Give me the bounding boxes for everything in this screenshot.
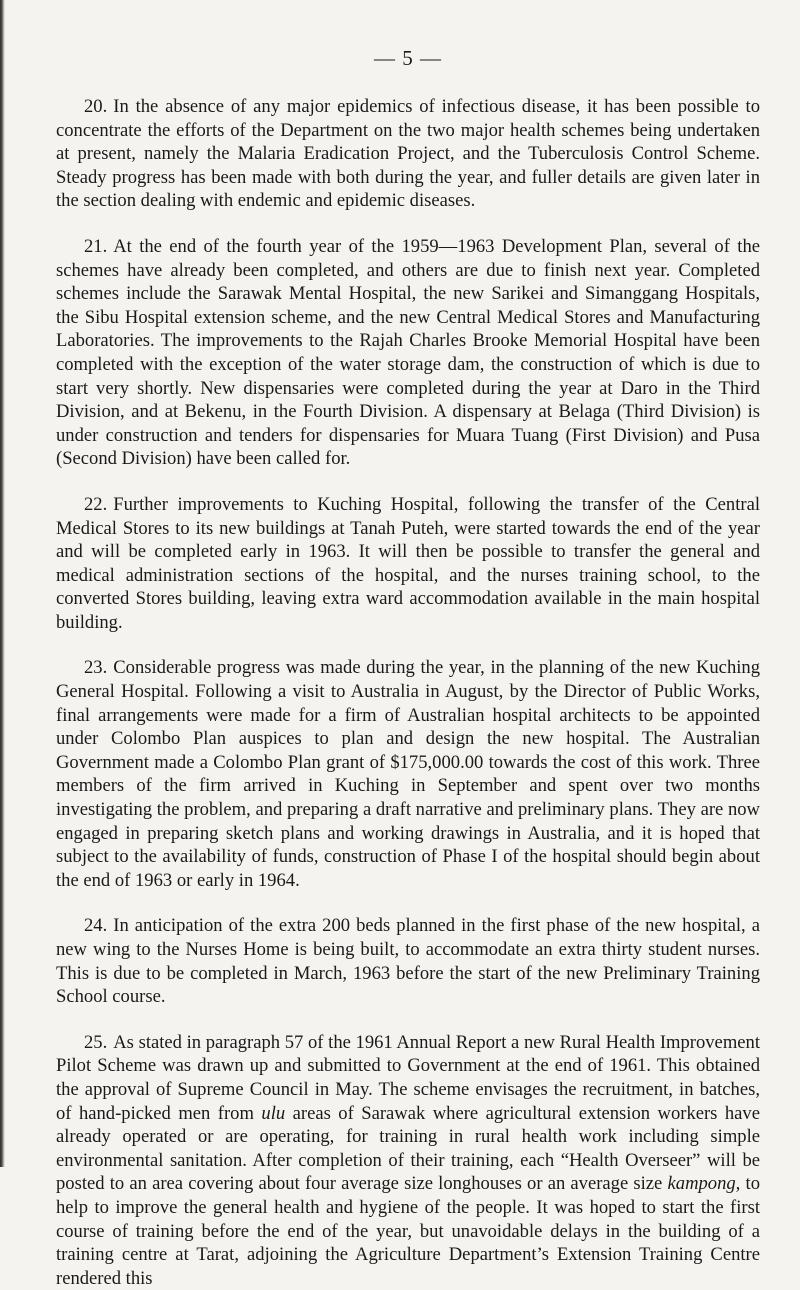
paragraph-text: As stated in paragraph 57 of the 1961 Annual Report a new Rural Health Improvement Pilot Scheme was drawn up and submitted to Government at the end of 1961. This obtained the approval of Supreme Council in May. The scheme envisages the recruitment, in batches, of hand-picked men from xyxy=(56,1031,760,1124)
paragraph-number: 22. xyxy=(84,493,108,515)
paragraph-text: In anticipation of the extra 200 beds planned in the first phase of the new hospital, a new wing to the Nurses Home is being built, to accommodate an extra thirty student nurses. This is due to be completed in March, 1963 before the start of the new Preliminary Training School course. xyxy=(56,915,760,1008)
binding-edge xyxy=(0,0,5,1167)
paragraph-20 xyxy=(56,95,760,213)
document-page xyxy=(56,46,760,1290)
paragraph-text: In the absence of any major epidemics of infectious disease, it has been possible to concentrate the efforts of the Department on the two major health schemes being undertaken at present, namely the Malaria Eradication Project, and the Tuberculosis Control Scheme. Steady progress has been made with both during the year, and fuller details are given later in the section dealing with endemic and epidemic diseases. xyxy=(56,96,760,212)
paragraph-text: At the end of the fourth year of the 1959—1963 Development Plan, several of the schemes have already been completed, and others are due to finish next year. Completed schemes include the Sarawak Mental Hospital, the new Sarikei and Simanggang Hospitals, the Sibu Hospital extension scheme, and the new Central Medical Stores and Manufacturing Laboratories. The improvements to the Rajah Charles Brooke Memorial Hospital have been completed with the exception of the water storage dam, the construction of which is due to start very shortly. New dispensaries were completed during the year at Daro in the Third Division, and at Bekenu, in the Fourth Division. A dispensary at Belaga (Third Division) is under construction and tenders for dispensaries for Muara Tuang (First Division) and Pusa (Second Division) have been called for. xyxy=(56,235,760,470)
paragraph-23 xyxy=(56,656,760,892)
paragraph-number: 24. xyxy=(84,915,108,937)
paragraph-number: 20. xyxy=(84,96,108,117)
paragraph-22 xyxy=(56,493,760,635)
paragraph-21 xyxy=(56,235,760,471)
paragraph-24 xyxy=(56,914,760,1008)
paragraph-text: Considerable progress was made during the year, in the planning of the new Kuching General Hospital. Following a visit to Australia in August, by the Director of Public Works, final arrangements were made for a firm of Australian hospital architects to be appointed under Colombo Plan auspices to plan and design the new hospital. The Australian Government made a Colombo Plan grant of $175,000.00 towards the cost of this work. Three members of the firm arrived in Kuching in September and spent over two months investigating the problem, and preparing a draft narrative and preliminary plans. They are now engaged in preparing sketch plans and working drawings in Australia, and it is hoped that subject to the availability of funds, construction of Phase I of the hospital should begin about the end of 1963 or early in 1964. xyxy=(56,657,760,891)
italic-term-ulu: ulu xyxy=(261,1102,286,1124)
paragraph-text: Further improvements to Kuching Hospital, following the transfer of the Central Medical Stores to its new buildings at Tanah Puteh, were started towards the end of the year and will be completed early in 1963. It will then be possible to transfer the general and medical administration sections of the hospital, and the nurses training school, to the converted Stores building, leaving extra ward accommodation available in the main hospital building. xyxy=(56,493,760,633)
paragraph-25 xyxy=(56,1031,760,1290)
paragraph-text: to help to improve the general health and hygiene of the people. It was hoped to start the first course of training before the end of the year, but unavoidable delays in the building of a training centre at Tarat, adjoining the Agriculture Department’s Extension Training Centre rendered this xyxy=(56,1173,760,1289)
italic-term-kampong: kampong, xyxy=(667,1173,741,1195)
paragraph-text: areas of Sarawak where agricultural extension workers have already operated or are operating, for training in rural health work including simple environmental sanitation. After completion of their training, each “Health Overseer” will be posted to an area covering about four average size longhouses or an average size xyxy=(56,1102,760,1195)
page-number: — 5 — xyxy=(374,46,442,70)
paragraph-number: 23. xyxy=(84,657,108,679)
paragraph-number: 25. xyxy=(84,1031,108,1053)
paragraph-number: 21. xyxy=(84,235,108,257)
